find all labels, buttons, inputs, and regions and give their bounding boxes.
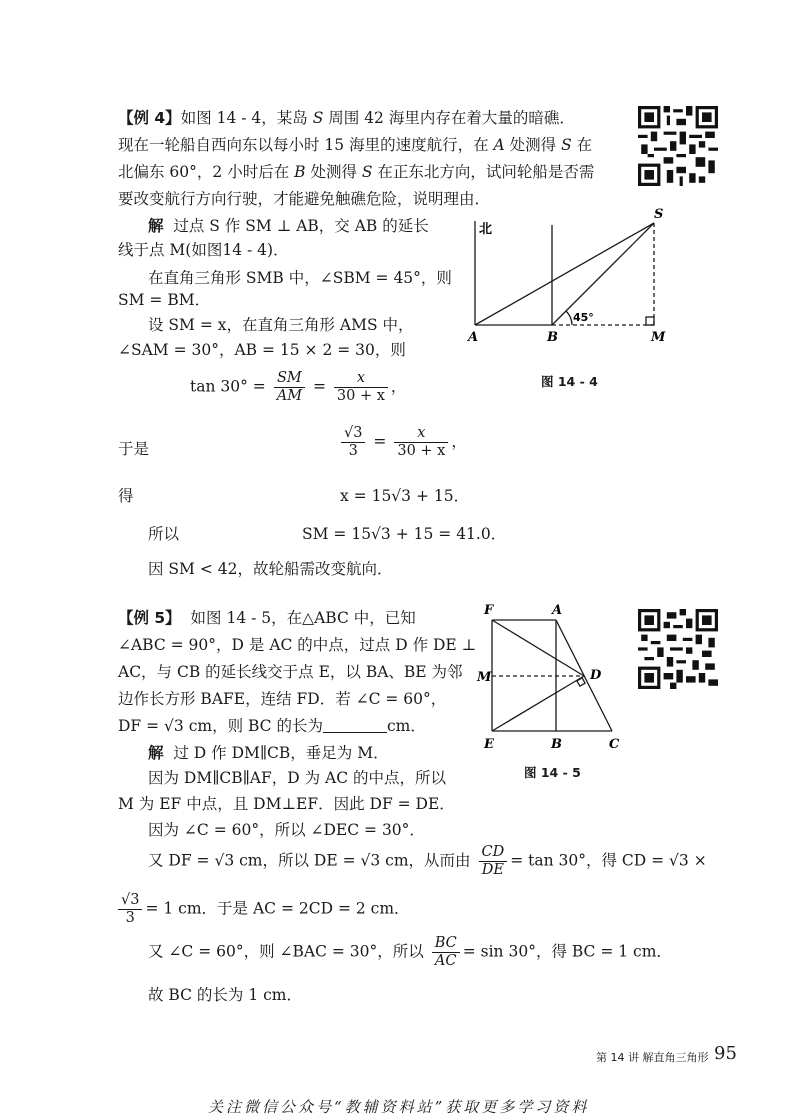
ex4-line-2: 现在一轮船自西向东以每小时 15 海里的速度航行，在 A 处测得 S 在 xyxy=(118,136,593,154)
ex5-conclusion: 故 BC 的长为 1 cm． xyxy=(148,986,302,1004)
ex4-solution-3: 在直角三角形 SMB 中，∠SBM = 45°，则 xyxy=(148,269,452,287)
ex4-equation-3: x = 15√3 + 15． xyxy=(340,487,470,505)
ex4-de: 得 xyxy=(118,487,134,505)
caption-14-4: 图 14 - 4 xyxy=(541,374,598,389)
label-s: S xyxy=(654,207,664,222)
label-m: M xyxy=(651,330,666,345)
right-angle-mark xyxy=(646,317,654,325)
ex5-solution-1: 解 过 D 作 DM∥CB，垂足为 M． xyxy=(148,744,389,762)
ex5-line-2: ∠ABC = 90°，D 是 AC 的中点，过点 D 作 DE ⊥ xyxy=(118,636,477,654)
ex5-solution-label: 解 xyxy=(148,744,164,762)
ex5-label: 【例 5】 xyxy=(118,609,181,627)
ex4-solution-5: 设 SM = x，在直角三角形 AMS 中， xyxy=(148,316,414,334)
ex5-line-1: 【例 5】 如图 14 - 5，在△ABC 中，已知 xyxy=(118,609,416,627)
ex5-line-5: DF = √3 cm，则 BC 的长为 cm． xyxy=(118,717,426,735)
ex4-solution-6: ∠SAM = 30°，AB = 15 × 2 = 30，则 xyxy=(118,341,406,359)
label-e: E xyxy=(484,737,494,752)
answer-blank xyxy=(323,718,387,733)
ex5-line-4: 边作长方形 BAFE，连结 FD．若 ∠C = 60°， xyxy=(118,690,447,708)
ex5-solution-4: 因为 ∠C = 60°，所以 ∠DEC = 30°． xyxy=(148,821,425,839)
caption-14-5: 图 14 - 5 xyxy=(524,765,581,780)
ex4-yushi: 于是 xyxy=(118,440,150,458)
ex4-line-4: 要改变航行方向行驶，才能避免触礁危险，说明理由． xyxy=(118,190,491,208)
ex4-equation-1: tan 30° = $\frac{SM}{AM}$ = $\frac{x}{30 + x}$ ， xyxy=(190,370,407,404)
page-number: 95 xyxy=(714,1043,737,1064)
label-b: B xyxy=(547,330,558,345)
ex4-equation-2: $\frac{√3}{3}$ = $\frac{x}{30 + x}$ ， xyxy=(338,425,467,460)
ex4-line-1: 【例 4】如图 14 - 4，某岛 S 周围 42 海里内存在着大量的暗礁． xyxy=(118,109,575,127)
ex5-solution-7: 又 ∠C = 60°，则 ∠BAC = 30°，所以 $\frac{BC}{AC}$ = sin 30°，得 BC = 1 cm． xyxy=(148,935,672,969)
label-north: 北 xyxy=(479,222,493,237)
label-a: A xyxy=(468,330,479,345)
wechat-banner: 关注微信公众号“教辅资料站”获取更多学习资料 xyxy=(208,1098,590,1116)
label-f: F xyxy=(484,603,494,618)
ex4-equation-4: SM = 15√3 + 15 = 41.0． xyxy=(302,525,507,543)
ex4-solution-label: 解 xyxy=(148,217,164,235)
chapter-title: 第 14 讲 解直角三角形 xyxy=(596,1051,709,1064)
segment-ed xyxy=(492,676,584,731)
figure-14-4 xyxy=(462,205,672,395)
figure-14-5 xyxy=(470,600,630,760)
qr-code-1 xyxy=(638,106,718,186)
segment-as xyxy=(475,223,654,325)
ex5-solution-3: M 为 EF 中点，且 DM⊥EF．因此 DF = DE． xyxy=(118,795,455,813)
label-d: D xyxy=(590,668,602,683)
label-c: C xyxy=(609,737,620,752)
label-m: M xyxy=(477,670,492,685)
ex4-conclusion: 因 SM < 42，故轮船需改变航向． xyxy=(148,560,393,578)
ex4-line-3: 北偏东 60°，2 小时后在 B 处测得 S 在正东北方向，试问轮船是否需 xyxy=(118,163,595,181)
ex4-label: 【例 4】 xyxy=(118,109,181,127)
ex5-line-3: AC，与 CB 的延长线交于点 E，以 BA、BE 为邻 xyxy=(118,663,463,681)
ex4-suoyi: 所以 xyxy=(148,525,180,543)
segment-bs xyxy=(552,223,654,325)
label-b: B xyxy=(551,737,562,752)
qr-code-2 xyxy=(638,609,718,689)
ex5-solution-5: 又 DF = √3 cm，所以 DE = √3 cm，从而由 $\frac{CD}{DE}$ = tan 30°，得 CD = √3 × xyxy=(148,844,707,878)
label-angle: 45° xyxy=(573,311,594,324)
ex4-solution-2: 线于点 M(如图14 - 4)． xyxy=(118,241,289,259)
ex4-solution-1: 解 过点 S 作 SM ⊥ AB，交 AB 的延长 xyxy=(148,217,429,235)
ex4-solution-4: SM = BM． xyxy=(118,291,211,309)
ex5-solution-6: $\frac{√3}{3}$ = 1 cm．于是 AC = 2CD = 2 cm． xyxy=(118,892,410,927)
angle-arc xyxy=(566,311,572,325)
ex5-solution-2: 因为 DM∥CB∥AF，D 为 AC 的中点，所以 xyxy=(148,769,447,787)
label-a: A xyxy=(552,603,563,618)
